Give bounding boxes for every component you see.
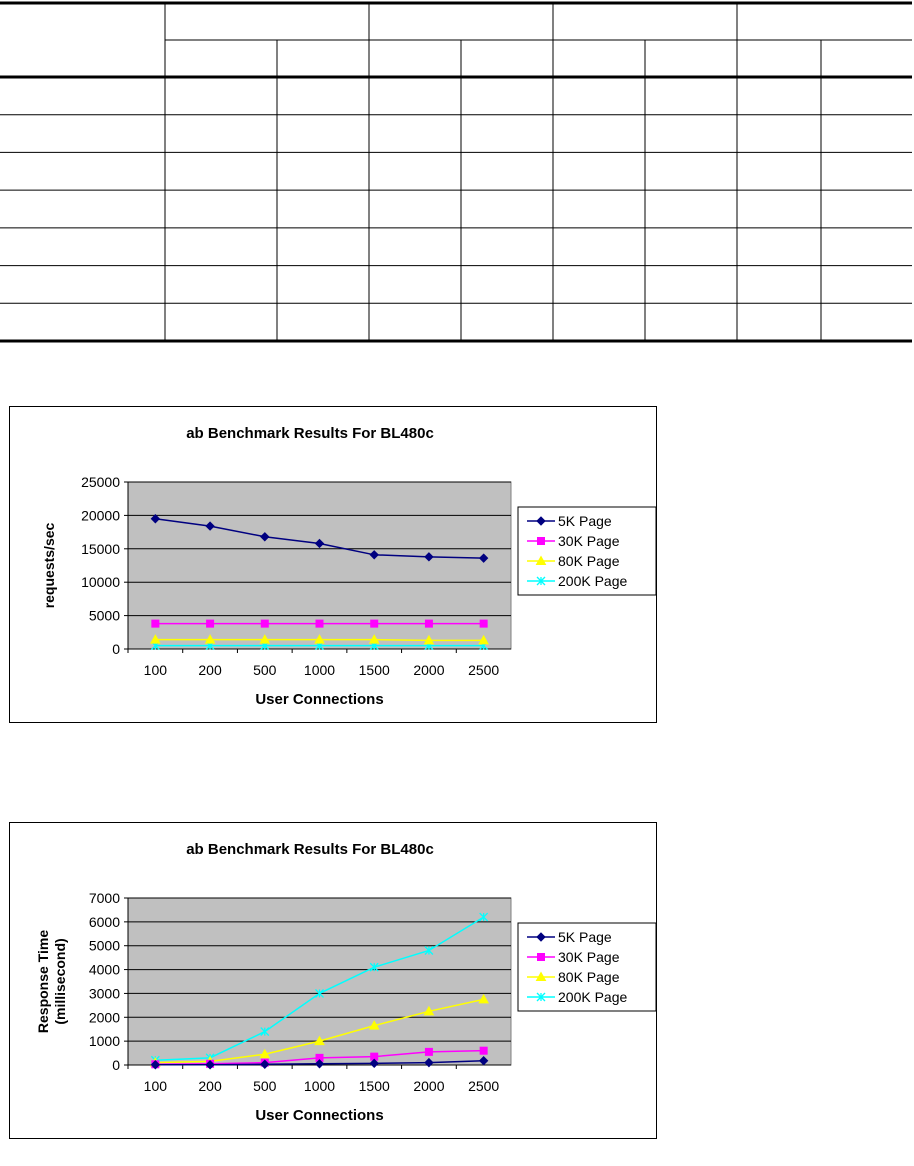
chart-1-x-tick-label: 1000 [303, 662, 336, 678]
chart-2-y-tick-label: 4000 [88, 961, 120, 978]
chart-2-x-tick-label: 2000 [413, 1078, 445, 1094]
chart-1-y-tick-label: 10000 [81, 574, 120, 591]
chart-2-y-axis-label-line: (millisecond) [52, 938, 68, 1025]
chart-2-title: ab Benchmark Results For BL480c [186, 841, 434, 858]
chart-1-x-tick-label: 200 [198, 662, 222, 678]
chart-1-x-tick-label: 500 [253, 662, 277, 678]
chart-2-x-tick-label: 100 [143, 1078, 168, 1094]
chart-1-y-axis-label-line: requests/sec [41, 522, 57, 609]
chart-2-x-tick-label: 1000 [303, 1078, 336, 1094]
chart-2-x-tick-label: 1500 [358, 1078, 390, 1094]
chart-1-legend-label: 200K Page [558, 573, 628, 589]
chart-1-data-point [480, 620, 487, 627]
chart-2-y-tick-label: 5000 [88, 937, 120, 954]
chart-2-data-point [480, 1047, 487, 1054]
chart-2-y-tick-label: 0 [112, 1057, 120, 1073]
chart-1-legend-label: 80K Page [558, 553, 620, 569]
chart-2-svg [10, 823, 658, 1140]
data-table [0, 0, 914, 345]
chart-1-y-tick-label: 0 [112, 641, 120, 657]
chart-2-legend-label: 30K Page [558, 949, 620, 965]
chart-1-legend-marker [538, 538, 545, 545]
chart-1-x-tick-label: 2000 [413, 662, 445, 678]
chart-1-data-point [207, 620, 214, 627]
chart-response-time [9, 822, 657, 1139]
chart-1-svg [10, 407, 658, 724]
chart-2-x-axis-label: User Connections [255, 1107, 384, 1124]
chart-1-x-axis-label: User Connections [255, 691, 384, 708]
chart-1-data-point [152, 620, 159, 627]
chart-1-x-tick-label: 1500 [358, 662, 390, 678]
chart-1-data-point [261, 620, 268, 627]
chart-1-legend-label: 30K Page [558, 533, 620, 549]
chart-2-y-tick-label: 1000 [88, 1033, 120, 1050]
chart-1-data-point [371, 620, 378, 627]
chart-2-legend-marker [538, 954, 545, 961]
chart-1-y-tick-label: 20000 [81, 507, 120, 524]
chart-2-x-tick-label: 500 [253, 1078, 277, 1094]
chart-2-x-tick-label: 2500 [468, 1078, 500, 1094]
chart-1-y-tick-label: 25000 [81, 474, 120, 490]
chart-1-y-axis-label [41, 522, 57, 608]
chart-1-x-tick-label: 100 [143, 662, 168, 678]
chart-2-y-tick-label: 7000 [88, 890, 120, 906]
chart-2-data-point [425, 1048, 432, 1055]
chart-2-x-tick-label: 200 [198, 1078, 222, 1094]
chart-2-legend-label: 80K Page [558, 969, 620, 985]
chart-1-data-point [425, 620, 432, 627]
chart-2-legend-label: 5K Page [558, 929, 612, 945]
chart-1-data-point [316, 620, 323, 627]
chart-requests-per-sec [9, 406, 657, 723]
chart-1-title: ab Benchmark Results For BL480c [186, 425, 434, 442]
chart-2-y-axis-label [35, 930, 68, 1033]
chart-1-y-tick-label: 5000 [88, 607, 120, 624]
chart-1-y-tick-label: 15000 [81, 540, 120, 557]
chart-2-y-tick-label: 6000 [88, 913, 120, 930]
chart-1-legend-label: 5K Page [558, 513, 612, 529]
chart-2-y-axis-label-line: Response Time [35, 929, 51, 1034]
chart-2-legend-label: 200K Page [558, 989, 628, 1005]
chart-1-x-tick-label: 2500 [468, 662, 500, 678]
chart-2-y-tick-label: 3000 [88, 985, 120, 1002]
chart-2-y-tick-label: 2000 [88, 1009, 120, 1026]
